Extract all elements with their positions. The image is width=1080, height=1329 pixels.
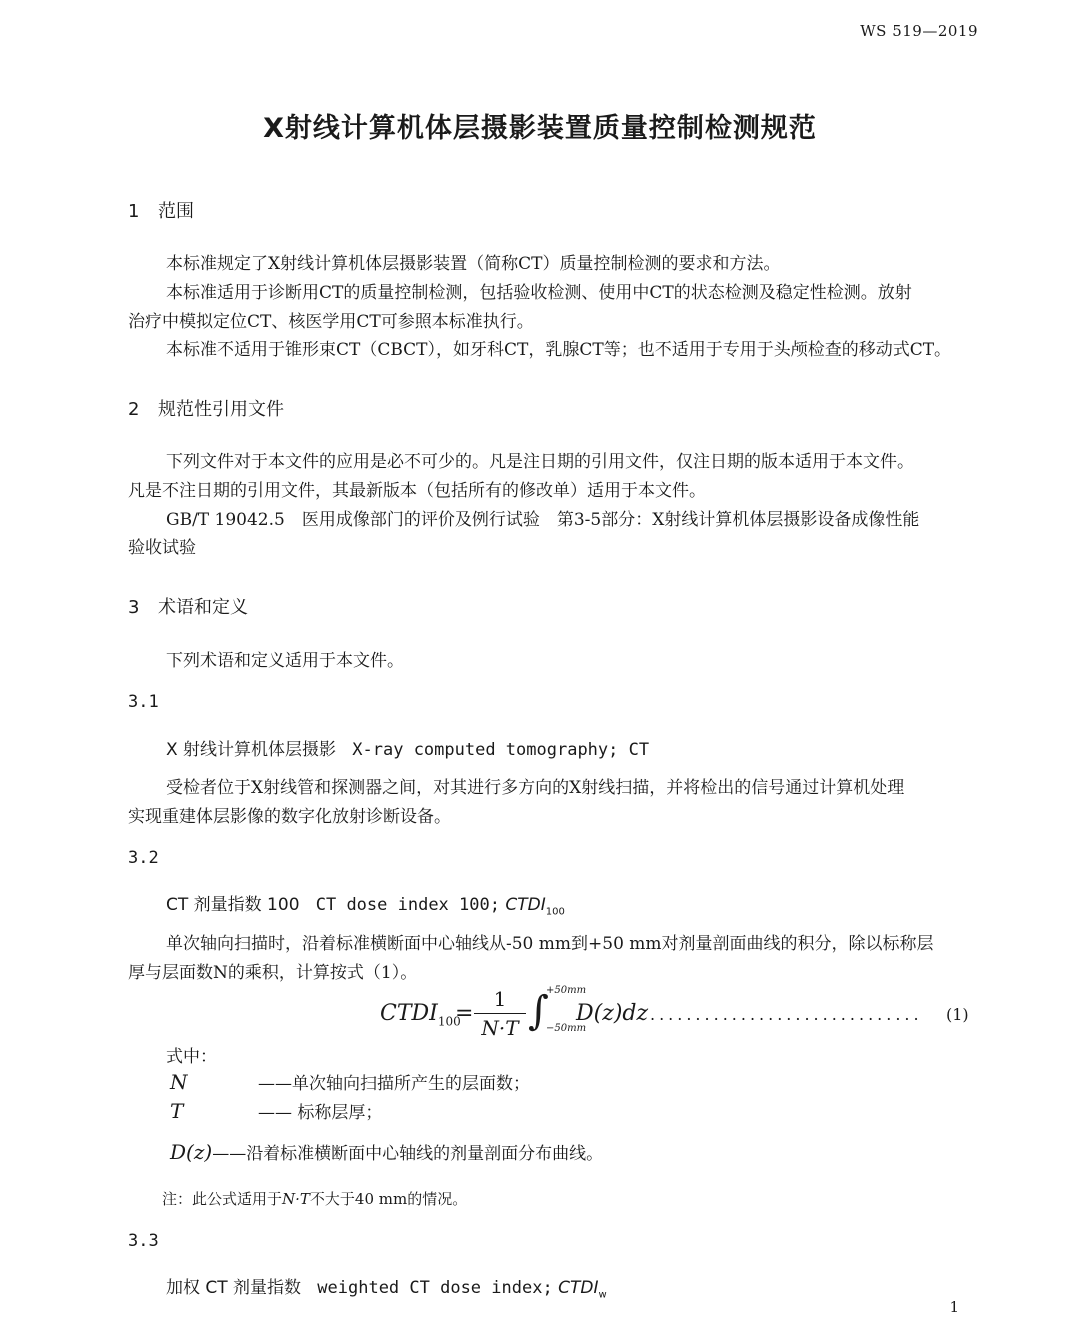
fraction-bar — [474, 1013, 526, 1014]
paragraph: 凡是不注日期的引用文件，其最新版本（包括所有的修改单）适用于本文件。 — [128, 481, 706, 501]
variable-symbol: N — [170, 1070, 188, 1094]
section-2-heading — [128, 395, 284, 421]
section-3-heading — [128, 593, 248, 619]
section-number: 2 — [128, 399, 140, 420]
leader-dots: .............................. — [650, 1005, 923, 1024]
definition: 单次轴向扫描时，沿着标准横断面中心轴线从-50 mm到+50 mm对剂量剖面曲线的积分，除以标称层 — [166, 934, 934, 954]
where-label: 式中： — [166, 1047, 217, 1067]
integral-lower-bound: −50mm — [546, 1023, 587, 1034]
term-zh: CT 剂量指数 100 — [166, 895, 300, 915]
section-number: 3 — [128, 597, 140, 618]
definition: 实现重建体层影像的数字化放射诊断设备。 — [128, 807, 451, 827]
variable-dash: —— — [212, 1144, 247, 1164]
variable-symbol: T — [170, 1099, 184, 1123]
formula-lhs-symbol: CTDI — [380, 1001, 438, 1026]
numerator: 1 — [493, 987, 507, 1011]
formula-1 — [380, 985, 980, 1045]
formula-lhs — [380, 1001, 461, 1028]
variable-symbol: D(z) — [170, 1140, 213, 1164]
denominator: N·T — [481, 1016, 519, 1040]
variable-dash: —— — [258, 1074, 292, 1094]
note-prefix: 注：此公式适用于 — [162, 1190, 283, 1208]
fraction — [474, 987, 526, 1040]
term-symbol: CTDI — [558, 1278, 599, 1298]
section-title: 术语和定义 — [158, 597, 248, 618]
equals-sign: = — [455, 1001, 474, 1026]
variable-row — [170, 1099, 382, 1128]
section-1-heading — [128, 197, 194, 223]
reference: 验收试验 — [128, 538, 196, 558]
variable-description: 单次轴向扫描所产生的层面数； — [292, 1074, 530, 1094]
paragraph: 下列文件对于本文件的应用是必不可少的。凡是注日期的引用文件，仅注日期的版本适用于本文件。 — [166, 452, 914, 472]
term-3-2 — [166, 890, 565, 917]
integral-upper-bound: +50mm — [546, 985, 587, 996]
variable-row — [170, 1070, 530, 1099]
note-symbol: N·T — [282, 1190, 310, 1208]
term-zh: X 射线计算机体层摄影 — [166, 740, 337, 760]
integral-sign: ∫ — [528, 988, 549, 1034]
subsection-number: 3.2 — [128, 848, 159, 868]
paragraph: 治疗中模拟定位CT、核医学用CT可参照本标准执行。 — [128, 312, 534, 332]
document-title: X射线计算机体层摄影装置质量控制检测规范 — [263, 113, 817, 144]
variable-dash: —— — [258, 1103, 298, 1123]
section-number: 1 — [128, 201, 140, 222]
section-title: 范围 — [158, 201, 194, 222]
variable-description: 标称层厚； — [297, 1103, 383, 1123]
section-title: 规范性引用文件 — [158, 399, 284, 420]
term-en: CT dose index 100; — [315, 895, 500, 915]
equation-number: (1) — [946, 1005, 969, 1024]
integrand: D(z)dz — [576, 1001, 649, 1026]
page-number: 1 — [949, 1298, 959, 1316]
subsection-number: 3.3 — [128, 1231, 159, 1251]
paragraph: 本标准适用于诊断用CT的质量控制检测，包括验收检测、使用中CT的状态检测及稳定性检测。放射 — [166, 283, 912, 303]
note-suffix: 不大于40 mm的情况。 — [309, 1190, 468, 1208]
formula-lhs-subscript: 100 — [437, 1014, 461, 1029]
paragraph: 本标准不适用于锥形束CT（CBCT），如牙科CT，乳腺CT等；也不适用于专用于头颅检查的移动式CT。 — [166, 340, 952, 360]
paragraph: 下列术语和定义适用于本文件。 — [166, 651, 404, 671]
term-symbol-subscript: w — [598, 1289, 607, 1301]
reference: GB/T 19042.5 医用成像部门的评价及例行试验 第3-5部分：X射线计算机体层摄影设备成像性能 — [166, 510, 920, 530]
term-3-3 — [166, 1273, 607, 1300]
term-en: weighted CT dose index; — [317, 1278, 553, 1298]
term-en: X-ray computed tomography; CT — [352, 740, 650, 760]
standard-number: WS 519—2019 — [860, 22, 978, 40]
variable-row — [170, 1140, 603, 1169]
formula-note — [162, 1188, 467, 1209]
subsection-number: 3.1 — [128, 692, 159, 712]
definition: 受检者位于X射线管和探测器之间，对其进行多方向的X射线扫描，并将检出的信号通过计算机处理 — [166, 778, 905, 798]
definition: 厚与层面数N的乘积，计算按式（1）。 — [128, 963, 418, 983]
term-zh: 加权 CT 剂量指数 — [166, 1278, 302, 1298]
paragraph: 本标准规定了X射线计算机体层摄影装置（简称CT）质量控制检测的要求和方法。 — [166, 254, 781, 274]
term-3-1 — [166, 735, 649, 760]
term-symbol-subscript: 100 — [545, 906, 565, 918]
term-symbol: CTDI — [505, 895, 546, 915]
variable-description: 沿着标准横断面中心轴线的剂量剖面分布曲线。 — [246, 1144, 604, 1164]
